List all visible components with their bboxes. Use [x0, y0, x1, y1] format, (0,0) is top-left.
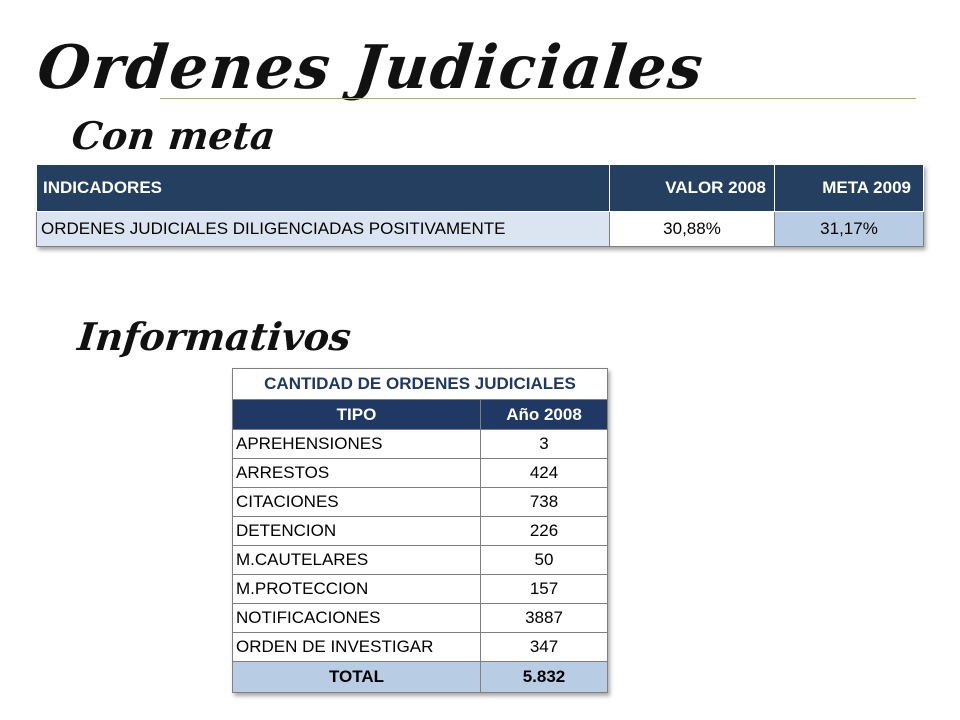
- header-meta-2009: META 2009: [775, 165, 924, 212]
- row-value: 50: [481, 546, 608, 575]
- indicators-table: [36, 164, 924, 247]
- header-valor-2008: VALOR 2008: [610, 165, 775, 212]
- section-title-con-meta: Con meta: [69, 113, 278, 158]
- indicator-value-2008: 30,88%: [610, 212, 775, 247]
- row-value: 157: [481, 575, 608, 604]
- table-row: [37, 212, 924, 247]
- row-type: APREHENSIONES: [233, 430, 481, 459]
- slide-title: Ordenes Judiciales: [34, 33, 708, 103]
- title-underline: [160, 98, 916, 99]
- row-type: M.CAUTELARES: [233, 546, 481, 575]
- indicators-header-row: [37, 165, 924, 212]
- total-value: 5.832: [481, 662, 608, 693]
- row-type: ORDEN DE INVESTIGAR: [233, 633, 481, 662]
- row-value: 347: [481, 633, 608, 662]
- row-value: 3887: [481, 604, 608, 633]
- total-label: TOTAL: [233, 662, 481, 693]
- row-type: CITACIONES: [233, 488, 481, 517]
- table-row: [233, 517, 608, 546]
- table-row: [233, 459, 608, 488]
- table-row: [233, 488, 608, 517]
- table-row: [233, 633, 608, 662]
- table-row: [233, 546, 608, 575]
- total-row: [233, 662, 608, 693]
- table-row: [233, 604, 608, 633]
- informative-header-row: [233, 400, 608, 430]
- header-indicadores: INDICADORES: [37, 165, 610, 212]
- indicator-goal-2009: 31,17%: [775, 212, 924, 247]
- section-title-informativos: Informativos: [75, 314, 354, 359]
- table-caption: CANTIDAD DE ORDENES JUDICIALES: [233, 369, 608, 400]
- indicator-name: ORDENES JUDICIALES DILIGENCIADAS POSITIVAMENTE: [37, 212, 610, 247]
- header-tipo: TIPO: [233, 400, 481, 430]
- informative-table: [232, 368, 608, 693]
- table-row: [233, 575, 608, 604]
- row-value: 738: [481, 488, 608, 517]
- row-type: M.PROTECCION: [233, 575, 481, 604]
- row-value: 3: [481, 430, 608, 459]
- row-type: ARRESTOS: [233, 459, 481, 488]
- table-row: [233, 430, 608, 459]
- row-type: NOTIFICACIONES: [233, 604, 481, 633]
- header-ano-2008: Año 2008: [481, 400, 608, 430]
- row-type: DETENCION: [233, 517, 481, 546]
- row-value: 226: [481, 517, 608, 546]
- informative-caption-row: [233, 369, 608, 400]
- row-value: 424: [481, 459, 608, 488]
